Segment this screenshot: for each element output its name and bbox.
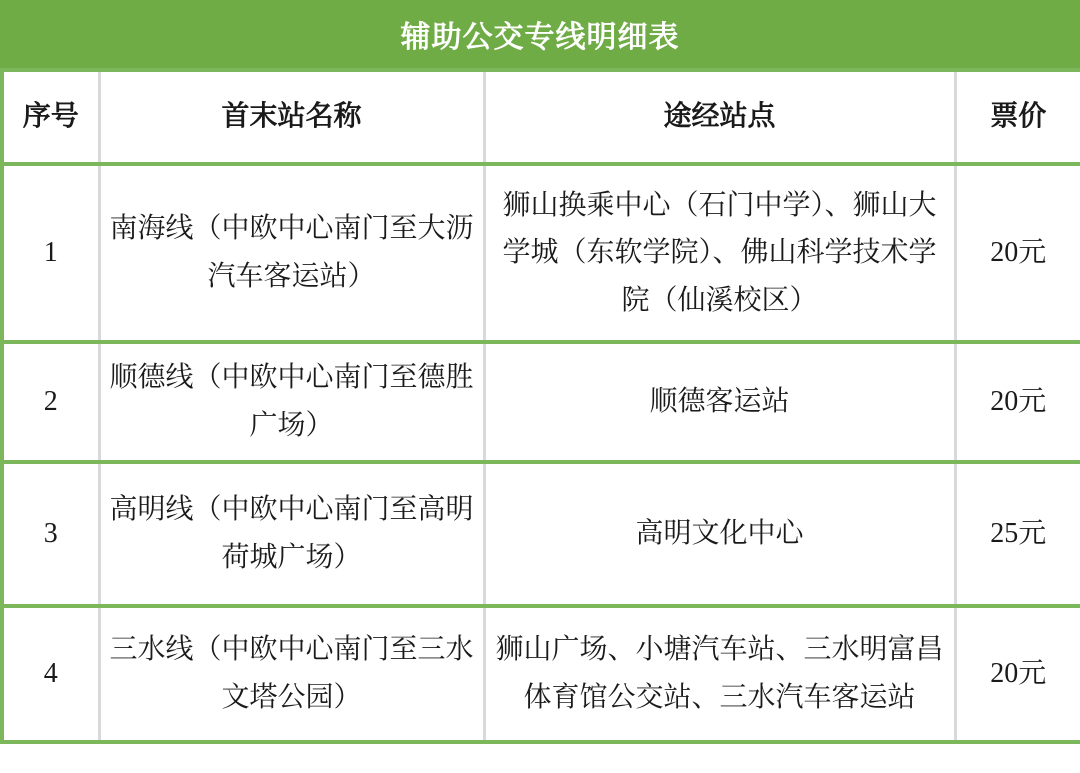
bus-lines-table bbox=[0, 68, 1080, 744]
header-row bbox=[2, 70, 1080, 164]
header-terminal-station-name: 首末站名称 bbox=[99, 70, 484, 164]
route-name-cell: 高明线（中欧中心南门至高明荷城广场） bbox=[99, 462, 484, 606]
stops-cell: 狮山广场、小塘汽车站、三水明富昌体育馆公交站、三水汽车客运站 bbox=[484, 606, 955, 742]
stops-cell: 狮山换乘中心（石门中学）、狮山大学城（东软学院）、佛山科学技术学院（仙溪校区） bbox=[484, 164, 955, 342]
table-row bbox=[2, 606, 1080, 742]
header-fare: 票价 bbox=[955, 70, 1080, 164]
serial-number-cell: 1 bbox=[2, 164, 99, 342]
stops-cell: 顺德客运站 bbox=[484, 342, 955, 462]
header-serial-number: 序号 bbox=[2, 70, 99, 164]
fare-cell: 20元 bbox=[955, 164, 1080, 342]
header-stops-along-route: 途经站点 bbox=[484, 70, 955, 164]
serial-number-cell: 3 bbox=[2, 462, 99, 606]
route-name-cell: 顺德线（中欧中心南门至德胜广场） bbox=[99, 342, 484, 462]
serial-number-cell: 4 bbox=[2, 606, 99, 742]
fare-cell: 25元 bbox=[955, 462, 1080, 606]
fare-cell: 20元 bbox=[955, 342, 1080, 462]
fare-cell: 20元 bbox=[955, 606, 1080, 742]
route-name-cell: 南海线（中欧中心南门至大沥汽车客运站） bbox=[99, 164, 484, 342]
table-row bbox=[2, 164, 1080, 342]
serial-number-cell: 2 bbox=[2, 342, 99, 462]
table-row bbox=[2, 342, 1080, 462]
stops-cell: 高明文化中心 bbox=[484, 462, 955, 606]
route-name-cell: 三水线（中欧中心南门至三水文塔公园） bbox=[99, 606, 484, 742]
table-title: 辅助公交专线明细表 bbox=[0, 0, 1080, 68]
table-row bbox=[2, 462, 1080, 606]
